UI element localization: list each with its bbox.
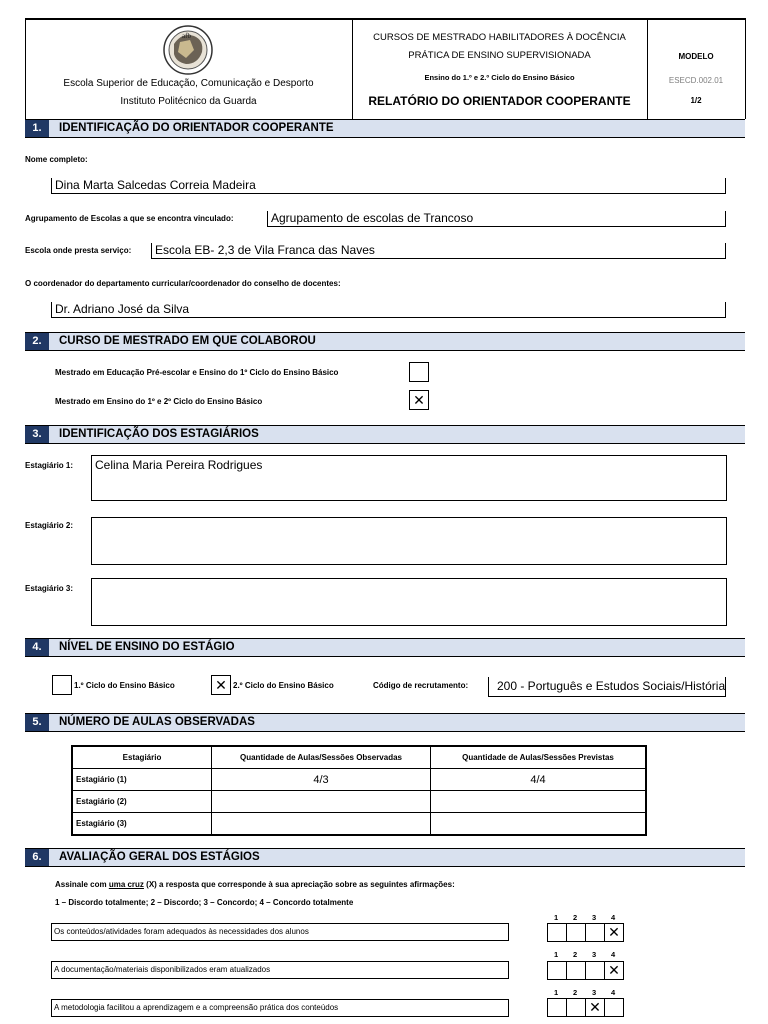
rating-1-box[interactable] [547,961,567,980]
section-2-header [25,332,745,351]
section-5-header [25,713,745,732]
rating-2-box[interactable] [566,998,586,1017]
section-1-title: IDENTIFICAÇÃO DO ORIENTADOR COOPERANTE [59,122,334,134]
planned-cell[interactable] [431,791,647,813]
page-number: 1/2 [690,96,702,105]
scale-numbers: 1 2 3 4 [554,988,616,997]
section-3-number: 3. [25,426,49,443]
section-5-number: 5. [25,714,49,731]
trainee-2-label: Estagiário 2: [25,521,74,530]
trainee-2-field[interactable] [91,517,727,565]
name-label: Nome completo: [25,155,88,164]
svg-text:afb: afb [182,32,191,40]
section-6-header [25,848,745,867]
course-option-1-label: Mestrado em Educação Pré-escolar e Ensino do 1º Ciclo do Ensino Básico [55,368,339,377]
statement-3: A metodologia facilitou a aprendizagem e a compreensão prática dos conteúdos [51,999,509,1017]
observed-cell[interactable] [212,813,431,836]
group-label: Agrupamento de Escolas a que se encontra vinculado: [25,214,234,223]
rating-3-box[interactable]: ✕ [585,998,605,1017]
rating-4-box[interactable] [604,998,624,1017]
trainee-3-label: Estagiário 3: [25,584,74,593]
statement-3-scale [548,998,624,1017]
report-title: RELATÓRIO DO ORIENTADOR COOPERANTE [368,94,631,108]
observed-cell[interactable]: 4/3 [212,769,431,791]
statement-2-scale [548,961,624,980]
trainee-cell: Estagiário (1) [72,769,212,791]
cycle-1-label: 1.º Ciclo do Ensino Básico [74,681,175,690]
school-field[interactable]: Escola EB- 2,3 de Vila Franca das Naves [151,243,726,259]
scale-numbers: 1 2 3 4 [554,950,616,959]
course-option-2-label: Mestrado em Ensino do 1º e 2º Ciclo do Ensino Básico [55,397,263,406]
section-1-number: 1. [25,120,49,137]
course-option-2-checkbox[interactable]: ✕ [409,390,429,410]
section-6-title: AVALIAÇÃO GERAL DOS ESTÁGIOS [59,851,260,863]
column-header-trainee: Estagiário [72,746,212,769]
column-header-observed: Quantidade de Aulas/Sessões Observadas [212,746,431,769]
trainee-3-field[interactable] [91,578,727,626]
observed-classes-table [71,745,647,836]
planned-cell[interactable]: 4/4 [431,769,647,791]
school-logo [160,24,216,76]
rating-2-box[interactable] [566,961,586,980]
rating-1-box[interactable] [547,998,567,1017]
rating-1-box[interactable] [547,923,567,942]
trainee-1-label: Estagiário 1: [25,461,74,470]
observed-cell[interactable] [212,791,431,813]
table-row [72,813,646,836]
table-row [72,791,646,813]
section-4-title: NÍVEL DE ENSINO DO ESTÁGIO [59,641,235,653]
recruit-code-label: Código de recrutamento: [373,681,469,690]
cycle-2-checkbox[interactable]: ✕ [211,675,231,695]
school-name: Escola Superior de Educação, Comunicação e Desporto [63,78,314,89]
trainee-cell: Estagiário (3) [72,813,212,836]
cycle-1-checkbox[interactable] [52,675,72,695]
section-3-header [25,425,745,444]
statement-1: Os conteúdos/atividades foram adequados às necessidades dos alunos [51,923,509,941]
section-6-number: 6. [25,849,49,866]
cycle-2-label: 2.º Ciclo do Ensino Básico [233,681,334,690]
course-option-1-checkbox[interactable] [409,362,429,382]
planned-cell[interactable] [431,813,647,836]
group-field[interactable]: Agrupamento de escolas de Trancoso [267,211,726,227]
rating-3-box[interactable] [585,923,605,942]
section-4-number: 4. [25,639,49,656]
rating-2-box[interactable] [566,923,586,942]
rating-4-box[interactable]: ✕ [604,961,624,980]
instruction-text: Assinale com uma cruz (X) a resposta que corresponde à sua apreciação sobre as seguintes afirmações: [55,880,455,889]
rating-4-box[interactable]: ✕ [604,923,624,942]
coordinator-label: O coordenador do departamento curricular/coordenador do conselho de docentes: [25,279,341,288]
table-row [72,769,646,791]
coordinator-field[interactable]: Dr. Adriano José da Silva [51,302,726,318]
rating-3-box[interactable] [585,961,605,980]
statement-1-scale [548,923,624,942]
recruit-code-field[interactable]: 200 - Português e Estudos Sociais/História [488,677,726,697]
scale-legend: 1 – Discordo totalmente; 2 – Discordo; 3 – Concordo; 4 – Concordo totalmente [55,898,354,907]
section-2-title: CURSO DE MESTRADO EM QUE COLABOROU [59,335,316,347]
section-4-header [25,638,745,657]
statement-2: A documentação/materiais disponibilizados eram atualizados [51,961,509,979]
institute-name: Instituto Politécnico da Guarda [120,96,257,107]
model-label: MODELO [678,52,714,61]
scale-numbers: 1 2 3 4 [554,913,616,922]
column-header-planned: Quantidade de Aulas/Sessões Previstas [431,746,647,769]
header-right-border [745,18,746,119]
course-title-1: CURSOS DE MESTRADO HABILITADORES À DOCÊNCIA [373,32,626,43]
table-header-row [72,746,646,769]
section-1-header [25,119,745,138]
section-2-number: 2. [25,333,49,350]
section-5-title: NÚMERO DE AULAS OBSERVADAS [59,716,255,728]
school-label: Escola onde presta serviço: [25,246,132,255]
course-title-2: PRÁTICA DE ENSINO SUPERVISIONADA [408,50,591,61]
course-level: Ensino do 1.º e 2.º Ciclo do Ensino Básico [424,73,575,82]
name-field[interactable]: Dina Marta Salcedas Correia Madeira [51,178,726,194]
model-code: ESECD.002.01 [668,76,724,85]
trainee-1-field[interactable]: Celina Maria Pereira Rodrigues [91,455,727,501]
header-top-border [25,18,746,20]
trainee-cell: Estagiário (2) [72,791,212,813]
section-3-title: IDENTIFICAÇÃO DOS ESTAGIÁRIOS [59,428,259,440]
